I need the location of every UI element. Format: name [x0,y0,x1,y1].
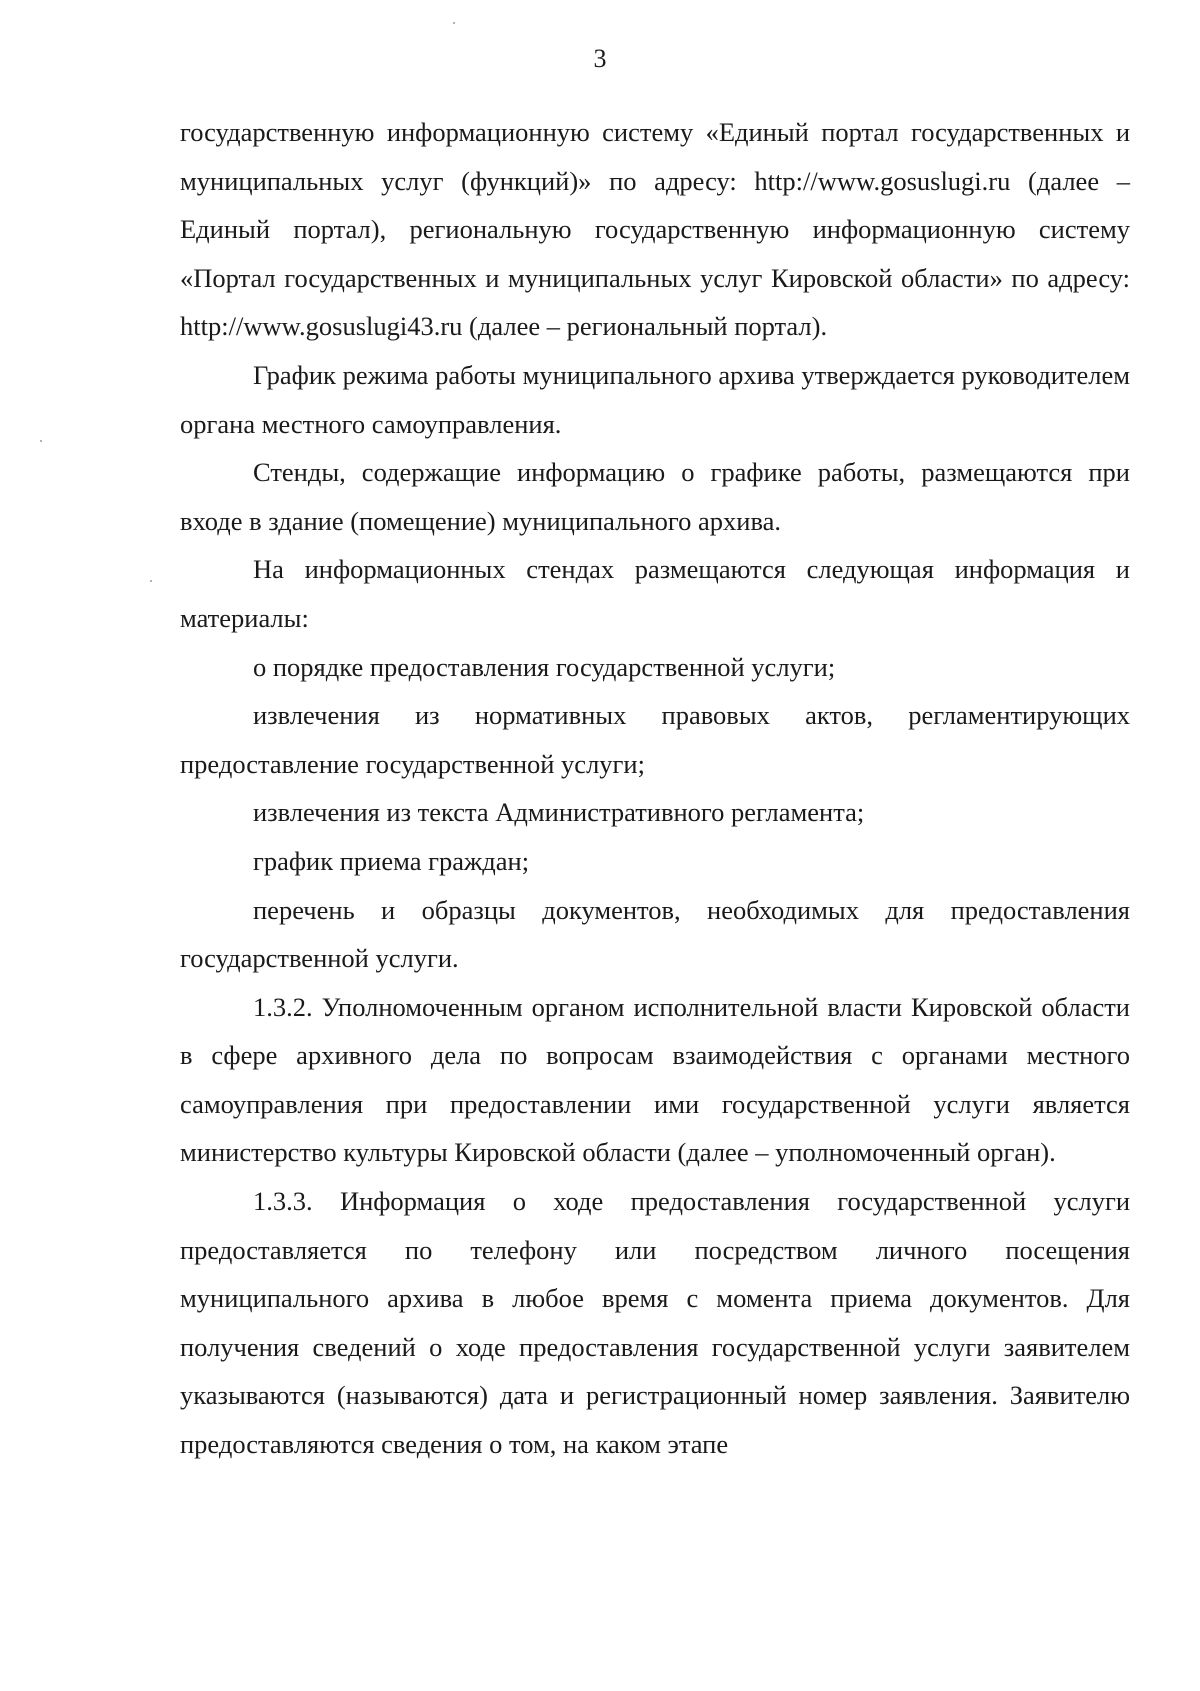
list-item-procedure: о порядке предоставления государственной услуги; [253,651,836,682]
paragraph-schedule-approval: График режима работы муниципального архива утверждается руководителем органа местного самоуправления. [180,359,1130,439]
scan-speck [150,580,152,582]
list-item-legal-extracts: извлечения из нормативных правовых актов, регламентирующих предоставление государственной услуги; [180,700,1130,779]
list-item-regulation-extracts: извлечения из текста Административного регламента; [253,797,865,828]
list-item-reception-schedule: график приема граждан; [253,845,530,876]
document-body [180,108,1130,1469]
scan-speck [40,440,42,442]
paragraph-stands-location: Стенды, содержащие информацию о графике работы, размещаются при входе в здание (помещение) муниципального архива. [180,457,1130,536]
paragraph-portals: государственную информационную систему «Единый портал государственных и муниципальных услуг (функций)» по адресу: http://www.gosuslugi.ru (далее – Единый портал), региональную государственную информационную систему «Портал государственных и муниципальных услуг Кировской области» по адресу: http://www.gosuslugi43.ru (далее – региональный портал). [180,117,1130,342]
paragraph-section-1-3-3: 1.3.3. Информация о ходе предоставления государственной услуги предоставляется по телефону или посредством личного посещения муниципального архива в любое время с момента приема документов. Для получения сведений о ходе предоставления государственной услуги заявителем указываются (называются) дата и регистрационный номер заявления. Заявителю предоставляются сведения о том, на каком этапе [180,1186,1130,1460]
paragraph-stands-content-intro: На информационных стендах размещаются следующая информация и материалы: [180,554,1130,633]
page-number: 3 [593,44,607,73]
list-item-document-samples: перечень и образцы документов, необходимых для предоставления государственной услуги. [180,894,1130,974]
paragraph-section-1-3-2: 1.3.2. Уполномоченным органом исполнительной власти Кировской области в сфере архивного дела по вопросам взаимодействия с органами местного самоуправления при предоставлении ими государственной услуги является министерство культуры Кировской области (далее – уполномоченный орган). [180,991,1130,1168]
scan-speck [453,22,455,24]
